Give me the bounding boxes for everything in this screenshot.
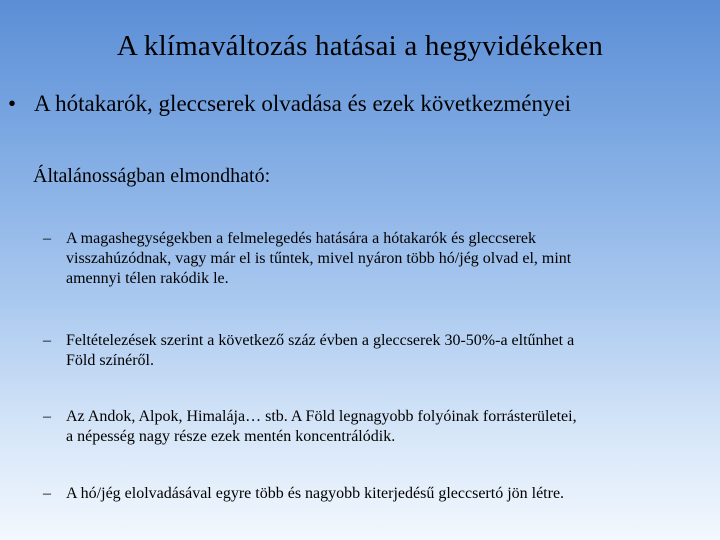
- item-line: amennyi télen rakódik le.: [66, 270, 229, 287]
- bullet-marker: •: [8, 91, 17, 116]
- item-dash: –: [43, 408, 51, 425]
- item-dash: –: [43, 230, 51, 247]
- list-item: [66, 407, 716, 447]
- item-dash: –: [43, 485, 51, 502]
- list-item: [66, 331, 716, 371]
- item-line: Az Andok, Alpok, Himalája… stb. A Föld legnagyobb folyóinak forrásterületei,: [66, 408, 577, 425]
- item-line: A hó/jég elolvadásával egyre több és nagyobb kiterjedésű gleccsertó jön létre.: [66, 485, 565, 502]
- subheading: Általánosságban elmondható:: [33, 165, 271, 187]
- item-dash: –: [43, 332, 51, 349]
- item-line: A magashegységekben a felmelegedés hatására a hótakarók és gleccserek: [66, 230, 536, 247]
- list-item: [66, 484, 716, 504]
- item-line: Föld színéről.: [66, 352, 154, 369]
- item-line: a népesség nagy része ezek mentén koncentrálódik.: [66, 428, 396, 445]
- main-bullet-text: A hótakarók, gleccserek olvadása és ezek következményei: [34, 91, 572, 116]
- list-item: [66, 229, 716, 289]
- item-line: Feltételezések szerint a következő száz évben a gleccserek 30-50%-a eltűnhet a: [66, 332, 575, 349]
- item-line: visszahúzódnak, vagy már el is tűntek, mivel nyáron több hó/jég olvad el, mint: [66, 250, 572, 267]
- slide-title: A klímaváltozás hatásai a hegyvidékeken: [116, 30, 604, 62]
- main-bullet: [8, 89, 720, 119]
